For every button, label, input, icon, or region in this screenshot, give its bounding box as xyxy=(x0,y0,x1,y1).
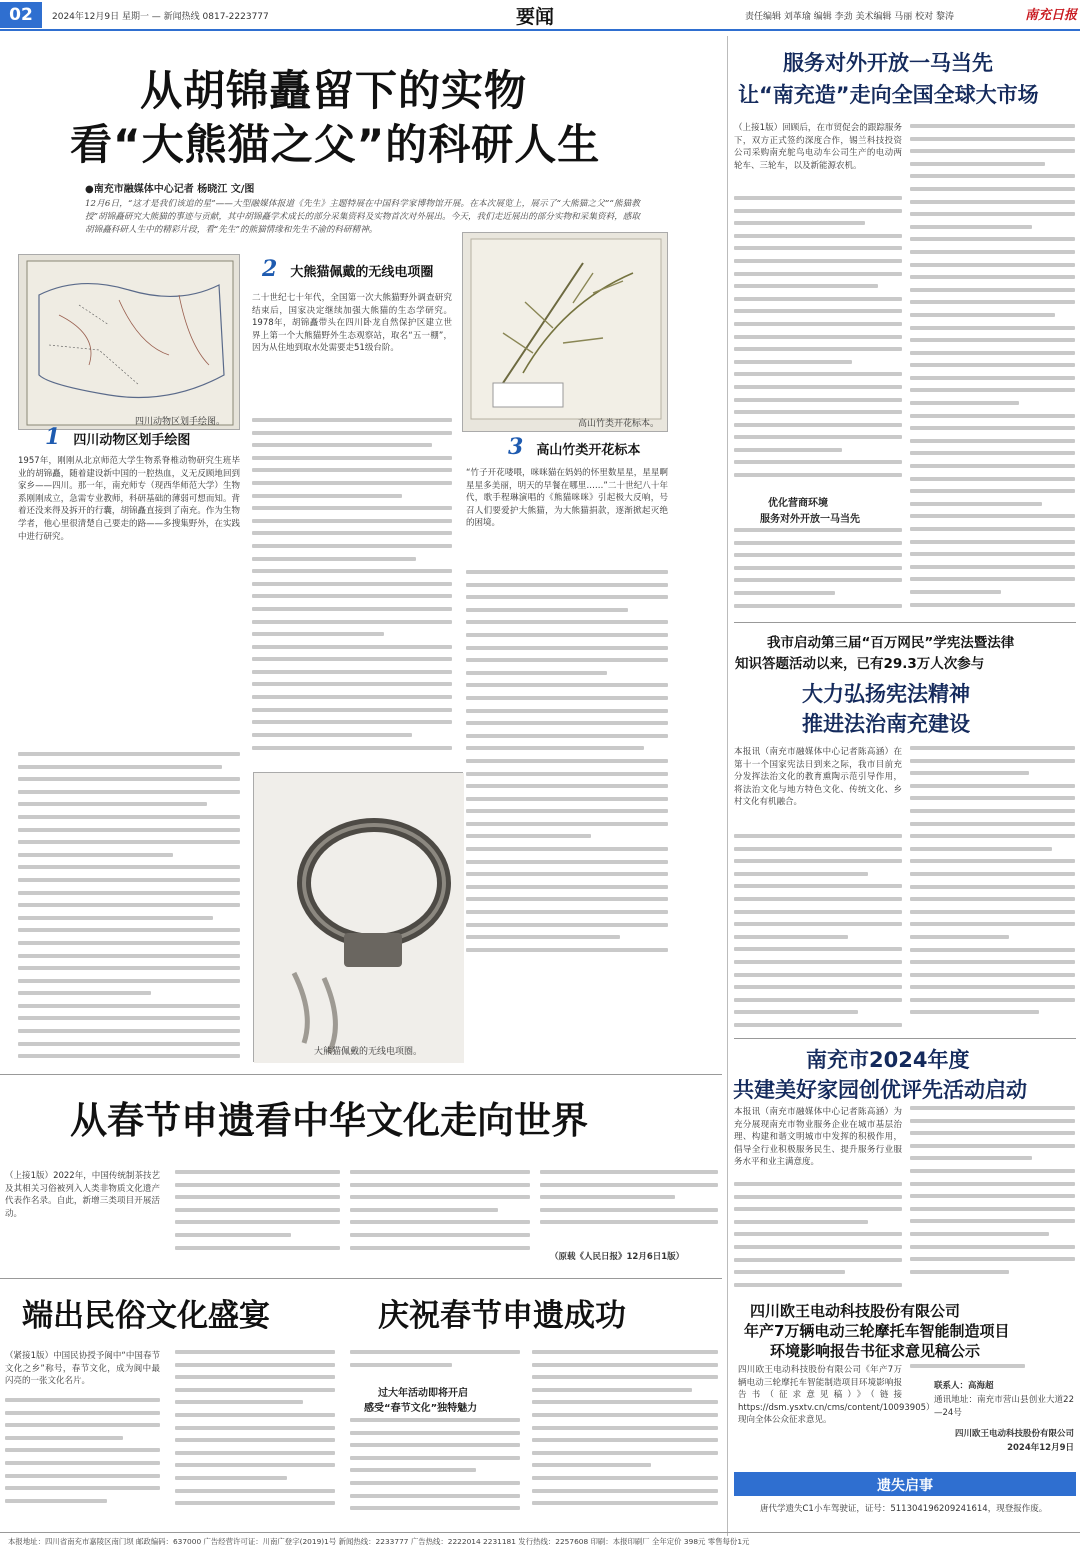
section-1-body-continued xyxy=(18,752,240,1068)
notice-address: 通讯地址：南充市营山县创业大道22—24号 xyxy=(934,1395,1074,1418)
lost-notice-text: 唐代学遗失C1小车驾驶证，证号：511304196209241614，现登报作废。 xyxy=(760,1504,1048,1514)
notice-contact: 联系人：高海超 xyxy=(934,1381,994,1391)
notice-box xyxy=(734,1296,1076,1464)
section-1-heading xyxy=(45,424,190,450)
right-mid-body: 本报讯（南充市融媒体中心记者陈高涵）在第十一个国家宪法日到来之际，我市目前充分发挥法治文化的教育熏陶示范引导作用，将法治文化与地方特色文化、传统文化、乡村文化有机融合。 xyxy=(734,747,902,808)
main-headline-2: 看“大熊猫之父”的科研人生 xyxy=(70,120,601,169)
bottom-body-col3 xyxy=(350,1418,520,1516)
right-top-body: （上接1版）回顾后，在市贸促会的跟踪服务下，双方正式签约深度合作，锡兰科技投资公司采购南充鸵鸟电动车公司生产的电动两轮车、三轮车，以及新能源农机。 xyxy=(734,123,902,171)
right-low-headline-1: 南充市2024年度 xyxy=(806,1048,970,1072)
middle-bottom-divider xyxy=(0,1278,722,1279)
lost-notice-title: 遗失启事 xyxy=(877,1478,933,1494)
bottom-body-col2 xyxy=(175,1350,335,1516)
bamboo-caption: 高山竹类开花标本。 xyxy=(577,419,659,429)
bottom-headline-1: 端出民俗文化盛宴 xyxy=(22,1298,270,1334)
header-rule xyxy=(0,29,1080,31)
lost-notice-banner xyxy=(734,1472,1076,1496)
middle-top-divider xyxy=(0,1074,722,1075)
section-2-number: 2 xyxy=(262,256,278,282)
zoning-map-photo xyxy=(18,254,240,430)
section-3-title: 高山竹类开花标本 xyxy=(536,443,641,458)
notice-title-2: 年产7万辆电动三轮摩托车智能制造项目 xyxy=(744,1322,1010,1340)
right-top-body-col2 xyxy=(910,124,1075,619)
notice-title-1: 四川欧王电动科技股份有限公司 xyxy=(750,1302,961,1320)
section-3-body-continued xyxy=(466,570,668,960)
editors-line: 责任编辑 刘革瑜 编辑 李劲 美术编辑 马丽 校对 黎涛 xyxy=(745,12,955,22)
footer-text: 本报地址：四川省南充市嘉陵区南门坝 邮政编码：637000 广告经营许可证：川南广登字(2019)1号 新闻热线：2233777 广告热线：2222014 2231181 发行热线：2257608 印刷：本报印刷厂 全年定价 398元 零售每份1元 xyxy=(8,1537,750,1546)
hand-drawn-map-image xyxy=(19,255,241,431)
middle-headline: 从春节申遗看中华文化走向世界 xyxy=(70,1099,588,1142)
bottom-headline-2: 庆祝春节申遗成功 xyxy=(378,1298,626,1334)
middle-body: （上接1版）2022年，中国传统制茶技艺及其相关习俗被列入人类非物质文化遗产代表作名录。自此，新增三类项目开展活动。 xyxy=(5,1171,160,1219)
bottom-body-col1-continued xyxy=(5,1398,160,1516)
radio-collar-caption: 大熊猫佩戴的无线电项圈。 xyxy=(314,1047,423,1057)
right-mid-kicker-1: 我市启动第三届“百万网民”学宪法暨法律 xyxy=(767,635,1015,651)
bottom-body-col3-top xyxy=(350,1350,520,1378)
right-low-body-continued xyxy=(734,1182,902,1294)
column-divider xyxy=(727,36,728,1536)
section-title: 要闻 xyxy=(516,6,555,28)
notice-signer: 四川欧王电动科技股份有限公司 xyxy=(954,1429,1074,1439)
bottom-subheading-2: 感受“春节文化”独特魅力 xyxy=(364,1403,478,1414)
radio-collar-photo xyxy=(253,772,463,1062)
middle-body-col3 xyxy=(350,1170,530,1266)
lead-paragraph: 12月6日，“这才是我们该追的星”——大型融媒体报道《先生》主题特展在中国科学家博物馆开展。在本次展览上，展示了“大熊猫之父”“熊猫教授”胡锦矗研究大熊猫的事迹与贡献，其中胡锦矗学术成长的部分采集资料及实物首次对外展出。今天，我们走近展出的部分实物和采集资料，感取胡锦矗科研人生中的精彩片段，看“先生”的熊猫情缘和先生不渝的科研精神。 xyxy=(85,199,640,235)
section-2-heading xyxy=(262,256,433,282)
section-2-title: 大熊猫佩戴的无线电项圈 xyxy=(290,265,434,280)
date-line: 2024年12月9日 星期一 — 新闻热线 0817-2223777 xyxy=(52,12,269,22)
right-low-headline-2: 共建美好家园创优评先活动启动 xyxy=(733,1078,1027,1102)
notice-body: 四川欧王电动科技股份有限公司《年产7万辆电动三轮摩托车智能制造项目环境影响报告书（征求意见稿）》（链接 https://dsm.ysxtv.cn/cms/content/10093905）现向全体公众征求意见。 xyxy=(738,1365,935,1426)
right-mid-divider xyxy=(734,1038,1076,1039)
section-2-body-continued xyxy=(252,418,452,743)
section-2-body: 二十世纪七十年代，全国第一次大熊猫野外调查研究结束后，国家决定继续加强大熊猫的生态学研究。1978年，胡锦矗带头在四川卧龙自然保护区建立世界上第一个大熊猫野外生态观察站，取名“五一棚”，因为从住地到取水处需要走51级台阶。 xyxy=(252,293,452,354)
right-mid-body-continued xyxy=(734,834,902,1034)
section-3-number: 3 xyxy=(508,434,524,460)
right-mid-kicker-2: 知识答题活动以来，已有29.3万人次参与 xyxy=(735,656,985,672)
section-3-heading xyxy=(508,434,640,460)
right-top-body-after-subhead xyxy=(734,528,902,618)
footer-bar xyxy=(0,1532,1080,1550)
bamboo-specimen-photo xyxy=(462,232,668,432)
notice-date: 2024年12月9日 xyxy=(1007,1443,1074,1453)
bamboo-specimen-image xyxy=(463,233,669,433)
byline: ●南充市融媒体中心记者 杨晓江 文/图 xyxy=(85,184,255,195)
middle-body-col2 xyxy=(175,1170,340,1266)
bottom-body-col4 xyxy=(532,1350,718,1516)
radio-collar-image xyxy=(254,773,464,1063)
newspaper-logo: 南充日报 xyxy=(1025,8,1078,23)
map-caption: 四川动物区划手绘图。 xyxy=(134,417,225,427)
right-top-divider xyxy=(734,622,1076,623)
section-3-body: “竹子开花喽喂，咪咪猫在妈妈的怀里数星星，星星啊星星多美丽，明天的早餐在哪里……”二十世纪八十年代，歌手程琳演唱的《熊猫咪咪》引起极大反响，号召人们要爱护大熊猫，为大熊猫捐款，逐渐掀起灭绝的困境。 xyxy=(466,468,668,529)
section-1-body: 1957年，刚刚从北京师范大学生物系脊椎动物研究生班毕业的胡锦矗，随着建设新中国的一腔热血，义无反顾地回到家乡——四川。那一年，南充师专（现西华师范大学）生物系刚刚成立，急需专业教师，科研基础的薄弱可想而知。背着还没来得及拆开的行囊，胡锦矗直接到了南充。作为生物学者，他心里很清楚自己要走的路——多搜集野外，在实践中进行研究。 xyxy=(18,456,240,542)
page-number-badge: 02 xyxy=(0,2,42,28)
bottom-subheading-1: 过大年活动即将开启 xyxy=(378,1388,468,1399)
right-low-body: 本报讯（南充市融媒体中心记者陈高涵）为充分展现南充市物业服务企业在城市基层治理、构建和谐文明城市中发挥的积极作用，倡导全行业积极服务民生、提升服务行业服务水平和业主满意度。 xyxy=(734,1107,902,1168)
bottom-body: （紧接1版）中国民协授予阆中“中国春节文化之乡”称号，春节文化，成为阆中最闪亮的一张文化名片。 xyxy=(5,1351,160,1387)
right-mid-body-col2 xyxy=(910,746,1075,1034)
main-headline-1: 从胡锦矗留下的实物 xyxy=(140,66,528,115)
right-top-headline-1: 服务对外开放一马当先 xyxy=(783,51,993,75)
right-top-subheading-1: 优化营商环境 xyxy=(768,498,828,509)
middle-signoff: （原载《人民日报》12月6日1版） xyxy=(550,1252,685,1262)
right-mid-headline-2: 推进法治南充建设 xyxy=(802,712,970,736)
notice-body-col2 xyxy=(910,1364,1074,1378)
section-1-title: 四川动物区划手绘图 xyxy=(73,433,191,448)
section-2-body-col2 xyxy=(252,746,452,766)
section-1-number: 1 xyxy=(45,424,61,450)
right-mid-headline-1: 大力弘扬宪法精神 xyxy=(802,682,970,706)
right-top-body-continued xyxy=(734,196,902,486)
right-top-subheading-2: 服务对外开放一马当先 xyxy=(760,514,860,525)
right-top-headline-2: 让“南充造”走向全国全球大市场 xyxy=(738,83,1039,107)
page-header xyxy=(0,0,1080,30)
notice-title-3: 环境影响报告书征求意见稿公示 xyxy=(770,1342,981,1360)
right-low-body-col2 xyxy=(910,1106,1075,1294)
middle-body-col4 xyxy=(540,1170,718,1242)
